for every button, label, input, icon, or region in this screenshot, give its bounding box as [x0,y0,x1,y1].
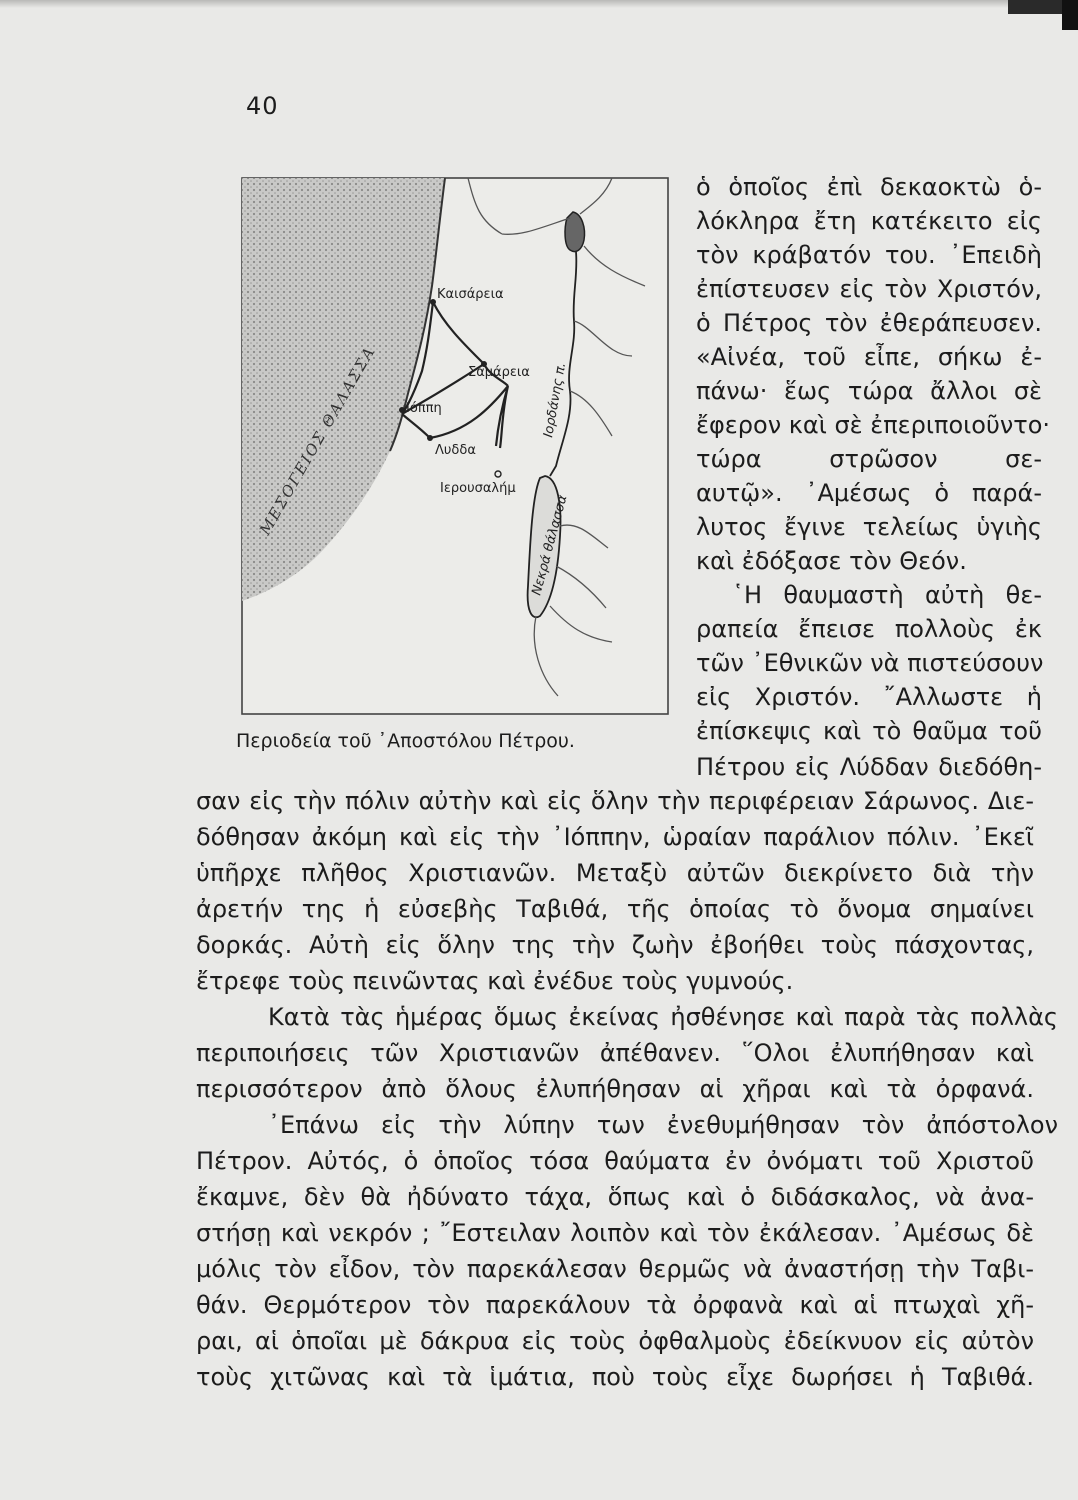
text-line: ραπεία ἔπεισε πολλοὺς ἐκ [696,615,1042,643]
text-line: δορκάς. Αὐτὴ εἰς ὅλην της τὴν ζωὴν ἐβοήθει τοὺς πάσχοντας, [196,931,1034,959]
city-marker-ioppi [399,407,405,413]
sea-label: ΜΕΣΟΓΕΙΟΣ ΘΑΛΑΣΣΑ [255,342,379,538]
text-line: λυτος ἔγινε τελείως ὑγιὴς [696,513,1042,541]
text-line: Πέτρου εἰς Λύδδαν διεδόθη- [696,753,1042,781]
text-line: εἰς Χριστόν. ῎Αλλωστε ἡ [696,683,1042,711]
text-line: ραι, αἱ ὁποῖαι μὲ δάκρυα εἰς τοὺς ὀφθαλμοὺς ἐδείκνυον εἰς αὐτὸν [196,1327,1034,1355]
text-line: τὸν κράβατόν του. ᾽Επειδὴ [696,241,1042,269]
page-top-edge [0,0,1078,8]
text-line: ὑπῆρχε πλῆθος Χριστιανῶν. Μεταξὺ αὐτῶν διεκρίνετο διὰ τὴν [196,859,1034,887]
label-iordanis: Ιορδάνης π. [541,361,570,439]
text-line: λόκληρα ἔτη κατέκειτο εἰς [696,207,1042,235]
text-line: θάν. Θερμότερον τὸν παρεκάλουν τὰ ὀρφανὰ καὶ αἱ πτωχαὶ χῆ- [196,1291,1034,1319]
map-caption: Περιοδεία τοῦ ᾽Αποστόλου Πέτρου. [236,730,575,752]
route-map [240,176,670,716]
text-line: τοὺς χιτῶνας καὶ τὰ ἱμάτια, ποὺ τοὺς εἶχε δωρήσει ἡ Ταβιθά. [196,1363,1034,1391]
text-line: αυτῷ». ᾽Αμέσως ὁ παρά- [696,479,1042,507]
label-ioppi: Ιόππη [406,401,442,416]
city-marker-kaisareia [430,299,436,305]
page-number: 40 [246,92,279,120]
label-nekra: Νεκρά θάλασσα [529,493,571,598]
text-line: τώρα στρῶσον σε- [696,445,1042,473]
text-line: τῶν ᾽Εθνικῶν νὰ πιστεύσουν [696,649,1044,677]
text-line: «Αἰνέα, τοῦ εἶπε, σήκω ἐ- [696,343,1042,371]
text-line: ἔτρεφε τοὺς πεινῶντας καὶ ἐνέδυε τοὺς γυμνούς. [196,967,794,995]
city-marker-lydda [427,435,433,441]
text-line: καὶ ἐδόξασε τὸν Θεόν. [696,547,967,575]
text-line: ἀρετήν της ἡ εὐσεβὴς Ταβιθά, τῆς ὁποίας τὸ ὄνομα σημαίνει [196,895,1034,923]
text-line: στήσῃ καὶ νεκρόν ; ῎Εστειλαν λοιπὸν καὶ τὸν ἐκάλεσαν. ᾽Αμέσως δὲ [196,1219,1034,1247]
text-line: ὁ ὁποῖος ἐπὶ δεκαοκτὼ ὁ- [696,173,1042,201]
label-ierousalim: Ιερουσαλήμ [440,481,516,496]
text-line: δόθησαν ἀκόμη καὶ εἰς τὴν ᾽Ιόππην, ὡραίαν παράλιον πόλιν. ᾽Εκεῖ [196,823,1034,851]
text-line: Πέτρον. Αὐτός, ὁ ὁποῖος τόσα θαύματα ἐν ὀνόματι τοῦ Χριστοῦ [196,1147,1034,1175]
text-line: ὁ Πέτρος τὸν ἐθεράπευσεν. [696,309,1042,337]
text-line: ᾽Επάνω εἰς τὴν λύπην των ἐνεθυμήθησαν τὸν ἀπόστολον [268,1111,1058,1139]
text-line: ἔφερον καὶ σὲ ἐπεριποιοῦντο· [696,411,1050,439]
text-line: πάνω· ἕως τώρα ἄλλοι σὲ [696,377,1042,405]
text-line: μόλις τὸν εἶδον, τὸν παρεκάλεσαν θερμῶς νὰ ἀναστήσῃ τὴν Ταβι- [196,1255,1034,1283]
label-kaisareia: Καισάρεια [437,287,504,302]
text-line: περισσότερον ἀπὸ ὅλους ἐλυπήθησαν αἱ χῆραι καὶ τὰ ὀρφανά. [196,1075,1034,1103]
text-line: ἐπίσκεψις καὶ τὸ θαῦμα τοῦ [696,717,1042,745]
page-corner-dark [1062,0,1078,30]
text-line: Κατὰ τὰς ἡμέρας ὅμως ἐκείνας ἠσθένησε καὶ παρὰ τὰς πολλὰς [268,1003,1058,1031]
text-line: ἔκαμνε, δὲν θὰ ἠδύνατο τάχα, ὅπως καὶ ὁ διδάσκαλος, νὰ ἀνα- [196,1183,1034,1211]
text-line: περιποιήσεις τῶν Χριστιανῶν ἀπέθανεν. ῞Ολοι ἐλυπήθησαν καὶ [196,1039,1034,1067]
label-samareia: Σαμάρεια [468,365,530,380]
text-line: ῾Η θαυμαστὴ αὐτὴ θε- [732,581,1042,609]
text-line: σαν εἰς τὴν πόλιν αὐτὴν καὶ εἰς ὅλην τὴν περιφέρειαν Σάρωνος. Διε- [196,787,1034,815]
text-line: ἐπίστευσεν εἰς τὸν Χριστόν, [696,275,1042,303]
label-lydda: Λυδδα [435,443,476,458]
